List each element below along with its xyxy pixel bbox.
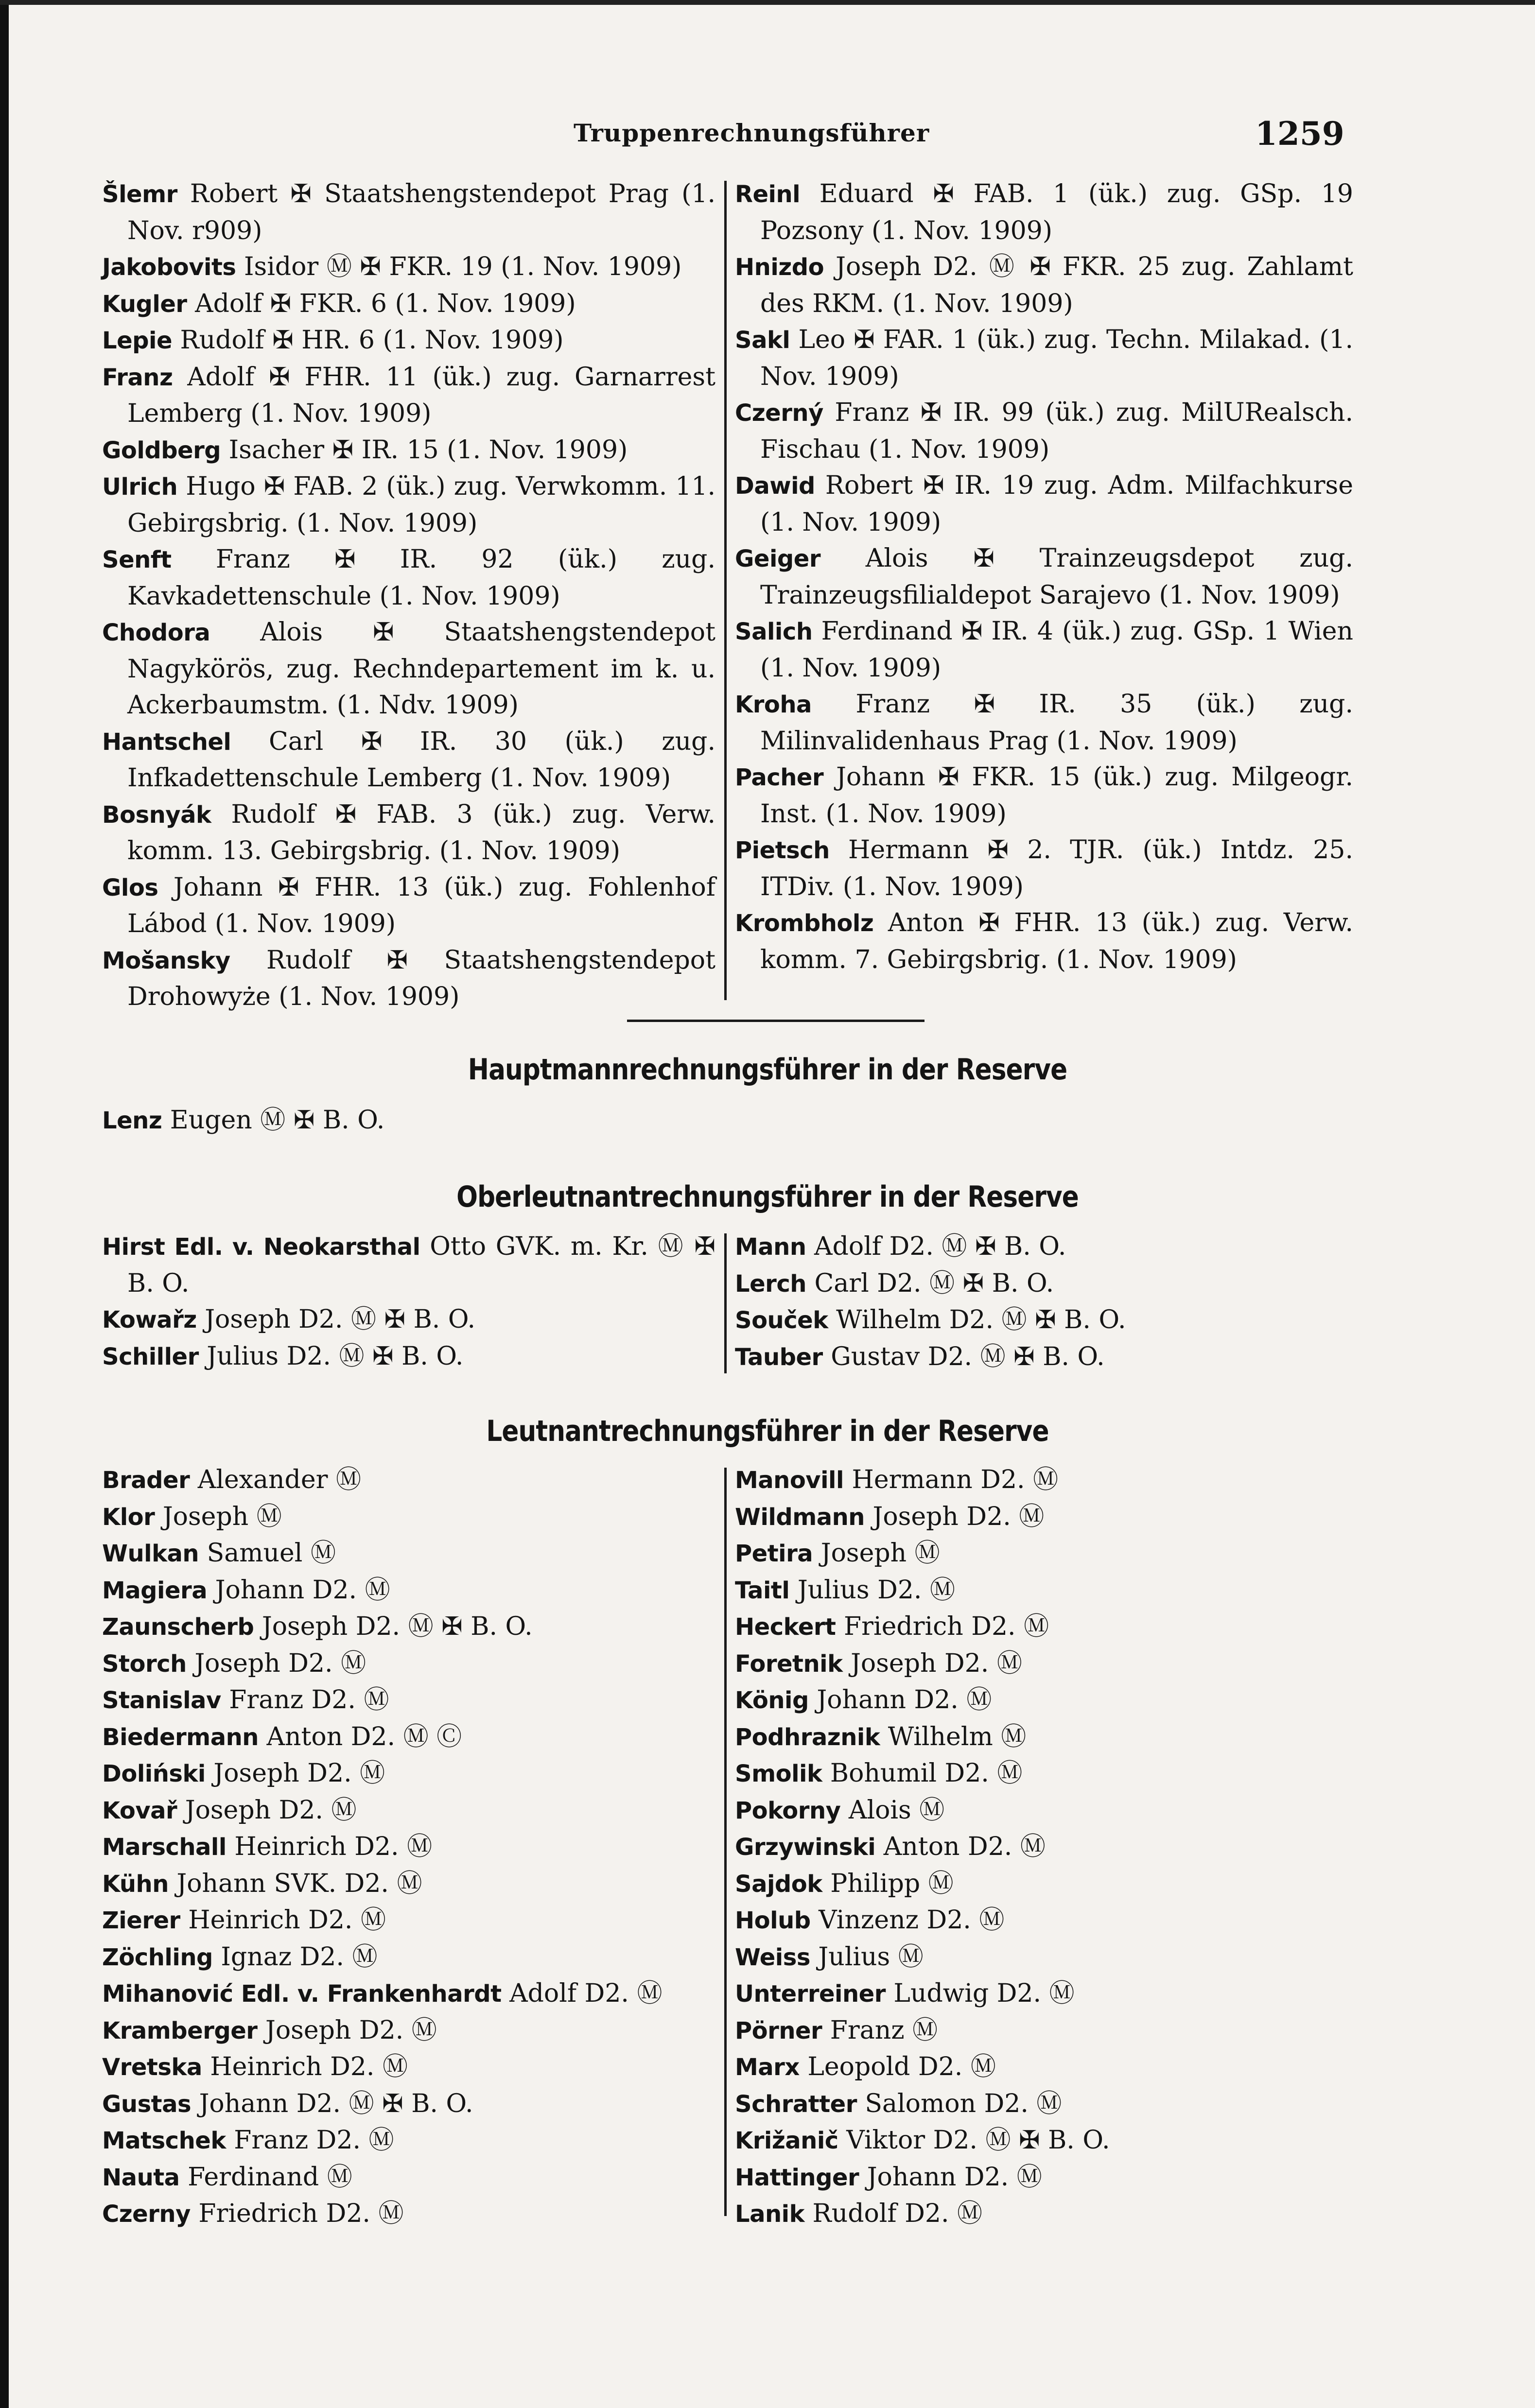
entry-details: Gustav D2. Ⓜ ✠ B. O.	[822, 1342, 1105, 1371]
entry-details: Rudolf ✠ FAB. 3 (ük.) zug. Verw. komm. 13. Gebirgsbrig. (1. Nov. 1909)	[127, 799, 715, 866]
entry-details: Salomon D2. Ⓜ	[856, 2089, 1062, 2118]
list-entry	[735, 1719, 1353, 1756]
entry-details: Franz D2. Ⓜ	[221, 1685, 389, 1715]
oberleutnant-right-column	[735, 1229, 1353, 1375]
list-entry	[735, 1792, 1353, 1829]
entry-surname: Marschall	[102, 1834, 227, 1861]
entry-surname: Czerny	[102, 2200, 191, 2228]
list-entry	[102, 797, 715, 869]
list-entry	[102, 2049, 715, 2086]
entry-surname: Jakobovits	[102, 254, 236, 281]
list-entry	[735, 686, 1353, 759]
list-entry	[102, 2196, 715, 2233]
entry-surname: Holub	[735, 1907, 811, 1934]
entry-details: Johann ✠ FKR. 15 (ük.) zug. Milgeogr. Inst. (1. Nov. 1909)	[760, 762, 1353, 829]
section-rule	[627, 1020, 924, 1022]
entry-surname: Senft	[102, 546, 172, 573]
entry-details: Joseph D2. Ⓜ	[842, 1648, 1022, 1678]
entry-details: Johann D2. Ⓜ	[859, 2162, 1042, 2192]
entry-surname: Souček	[735, 1307, 828, 1334]
list-entry	[102, 1609, 715, 1646]
entry-details: Ferdinand Ⓜ	[179, 2162, 352, 2192]
entry-details: Alois Ⓜ	[840, 1795, 945, 1825]
list-entry	[735, 1866, 1353, 1903]
list-entry	[735, 1829, 1353, 1866]
list-entry	[102, 176, 715, 249]
entry-details: Joseph D2. Ⓜ ✠ B. O.	[196, 1305, 475, 1334]
list-entry	[735, 1646, 1353, 1682]
entry-surname: Goldberg	[102, 436, 221, 464]
list-entry	[102, 432, 715, 469]
entry-surname: Dawid	[735, 472, 815, 500]
entry-details: Rudolf ✠ Staatshengstendepot Drohowyże (1. Nov. 1909)	[127, 945, 715, 1011]
top-left-column	[102, 176, 715, 1015]
entry-details: Anton D2. Ⓜ	[875, 1832, 1046, 1861]
entry-surname: Kowařz	[102, 1306, 197, 1334]
entry-surname: Petira	[735, 1540, 813, 1567]
entry-surname: Stanislav	[102, 1687, 221, 1714]
entry-details: Franz ✠ IR. 92 (ük.) zug. Kavkadettenschule (1. Nov. 1909)	[127, 545, 715, 611]
list-entry	[735, 249, 1353, 322]
entry-surname: Grzywinski	[735, 1834, 876, 1861]
entry-details: Adolf D2. Ⓜ	[501, 1979, 663, 2008]
entry-details: Joseph Ⓜ	[813, 1539, 940, 1568]
entry-details: Wilhelm D2. Ⓜ ✠ B. O.	[828, 1305, 1126, 1334]
list-entry	[735, 2196, 1353, 2233]
entry-details: Joseph D2. Ⓜ	[257, 2015, 437, 2045]
entry-details: Julius D2. Ⓜ	[789, 1575, 955, 1605]
entry-details: Carl ✠ IR. 30 (ük.) zug. Infkadettenschule Lemberg (1. Nov. 1909)	[127, 727, 715, 793]
entry-surname: Doliński	[102, 1760, 206, 1787]
list-entry	[102, 614, 715, 724]
entry-surname: Ulrich	[102, 473, 178, 501]
entry-details: Adolf ✠ FHR. 11 (ük.) zug. Garnarrest Lemberg (1. Nov. 1909)	[127, 362, 715, 428]
entry-surname: Mihanović Edl. v. Frankenhardt	[102, 1980, 502, 2008]
entry-details: Ignaz D2. Ⓜ	[212, 1942, 378, 1972]
entry-surname: Wildmann	[735, 1503, 865, 1531]
entry-details: Johann ✠ FHR. 13 (ük.) zug. Fohlenhof Lábod (1. Nov. 1909)	[127, 872, 715, 938]
entry-surname: Chodora	[102, 619, 210, 646]
list-entry	[102, 2086, 715, 2123]
entry-surname: Krombholz	[735, 910, 874, 937]
oberleutnant-left-column	[102, 1229, 715, 1375]
entry-details: Hermann ✠ 2. TJR. (ük.) Intdz. 25. ITDiv. (1. Nov. 1909)	[760, 835, 1353, 901]
entry-surname: Glos	[102, 874, 158, 901]
list-entry	[735, 1975, 1353, 2012]
list-entry	[735, 2086, 1353, 2123]
list-entry	[102, 541, 715, 614]
entry-surname: König	[735, 1687, 809, 1714]
entry-surname: Pörner	[735, 2017, 822, 2044]
entry-details: Franz ✠ IR. 35 (ük.) zug. Milinvalidenhaus Prag (1. Nov. 1909)	[760, 690, 1353, 756]
entry-surname: Franz	[102, 364, 173, 391]
scan-border-top	[0, 0, 1535, 5]
entry-surname: Mann	[735, 1233, 806, 1261]
entry-surname: Lerch	[735, 1270, 806, 1298]
entry-surname: Pokorny	[735, 1797, 841, 1824]
entry-details: Alexander Ⓜ	[190, 1465, 361, 1494]
list-entry	[102, 1902, 715, 1939]
entry-surname: Foretnik	[735, 1650, 843, 1678]
entry-surname: Magiera	[102, 1576, 208, 1604]
entry-details: Robert ✠ IR. 19 zug. Adm. Milfachkurse (1. Nov. 1909)	[760, 471, 1353, 537]
entry-surname: Kroha	[735, 691, 812, 718]
list-entry	[735, 832, 1353, 905]
entry-surname: Šlemr	[102, 181, 177, 208]
entry-details: Johann D2. Ⓜ	[207, 1575, 390, 1605]
list-entry	[735, 2122, 1353, 2159]
list-entry	[102, 1338, 715, 1375]
list-entry	[735, 1682, 1353, 1719]
list-entry	[735, 1302, 1353, 1339]
entry-details: Heinrich D2. Ⓜ	[180, 1906, 386, 1935]
list-entry	[102, 1682, 715, 1719]
entry-details: Hermann D2. Ⓜ	[843, 1465, 1059, 1494]
entry-details: Franz ✠ IR. 99 (ük.) zug. MilURealsch. Fischau (1. Nov. 1909)	[760, 398, 1353, 464]
list-entry	[735, 1499, 1353, 1536]
entry-details: Johann SVK. D2. Ⓜ	[168, 1869, 422, 1898]
entry-surname: Lanik	[735, 2200, 805, 2228]
entry-surname: Kramberger	[102, 2017, 258, 2044]
entry-details: Viktor D2. Ⓜ ✠ B. O.	[838, 2126, 1110, 2155]
entry-surname: Kühn	[102, 1870, 169, 1898]
entry-details: Adolf D2. Ⓜ ✠ B. O.	[806, 1232, 1066, 1261]
entry-surname: Bosnyák	[102, 801, 211, 829]
entry-details: Otto GVK. m. Kr. Ⓜ ✠ B. O.	[127, 1232, 716, 1298]
list-entry	[735, 759, 1353, 832]
list-entry	[735, 540, 1353, 613]
list-entry	[735, 2012, 1353, 2049]
entry-details: Vinzenz D2. Ⓜ	[810, 1906, 1005, 1935]
entry-details: Ludwig D2. Ⓜ	[885, 1979, 1075, 2008]
entry-details: Joseph Ⓜ	[155, 1502, 282, 1531]
list-entry	[102, 322, 715, 359]
entry-surname: Lenz	[102, 1107, 162, 1134]
list-entry	[102, 1792, 715, 1829]
entry-surname: Reinl	[735, 181, 801, 208]
entry-surname: Storch	[102, 1650, 187, 1678]
list-entry	[735, 1609, 1353, 1646]
entry-details: Franz D2. Ⓜ	[226, 2126, 394, 2155]
list-entry	[735, 1339, 1353, 1376]
entry-surname: Gustas	[102, 2090, 192, 2118]
list-entry	[735, 1229, 1353, 1265]
list-entry	[735, 1939, 1353, 1976]
entry-details: Julius D2. Ⓜ ✠ B. O.	[198, 1341, 464, 1371]
list-entry	[735, 176, 1353, 249]
list-entry	[102, 2012, 715, 2049]
entry-surname: Schratter	[735, 2090, 857, 2118]
entry-surname: Heckert	[735, 1613, 836, 1641]
entry-details: Wilhelm Ⓜ	[880, 1722, 1027, 1751]
entry-surname: Vretska	[102, 2054, 202, 2081]
entry-details: Leopold D2. Ⓜ	[799, 2052, 996, 2081]
entry-surname: Tauber	[735, 1343, 823, 1371]
entry-details: Joseph D2. Ⓜ	[186, 1648, 366, 1678]
list-entry	[735, 1755, 1353, 1792]
entry-surname: Biedermann	[102, 1723, 259, 1751]
entry-details: Eugen Ⓜ ✠ B. O.	[162, 1106, 385, 1135]
entry-details: Heinrich D2. Ⓜ	[226, 1832, 433, 1861]
list-entry	[735, 1902, 1353, 1939]
entry-details: Ferdinand ✠ IR. 4 (ük.) zug. GSp. 1 Wien (1. Nov. 1909)	[760, 617, 1353, 683]
list-entry	[102, 1975, 715, 2012]
entry-details: Philipp Ⓜ	[822, 1869, 954, 1898]
section-title-hauptmann: Hauptmannrechnungsführer in der Reserve	[468, 1053, 1067, 1087]
list-entry	[102, 1229, 715, 1301]
entry-surname: Marx	[735, 2054, 800, 2081]
list-entry	[735, 1572, 1353, 1609]
entry-surname: Salich	[735, 618, 813, 645]
list-entry	[735, 613, 1353, 686]
hauptmann-list	[102, 1102, 384, 1139]
entry-details: Rudolf D2. Ⓜ	[804, 2199, 983, 2228]
entry-surname: Zöchling	[102, 1943, 213, 1971]
column-divider-leutnant	[724, 1468, 727, 2216]
entry-details: Friedrich D2. Ⓜ	[190, 2199, 404, 2228]
list-entry	[735, 1535, 1353, 1572]
list-entry	[102, 1499, 715, 1536]
column-divider-oberleutnant	[724, 1233, 727, 1373]
entry-details: Robert ✠ Staatshengstendepot Prag (1. Nov. r909)	[127, 179, 715, 245]
entry-details: Joseph D2. Ⓜ	[177, 1795, 357, 1825]
entry-surname: Taitl	[735, 1576, 790, 1604]
entry-surname: Klor	[102, 1503, 155, 1531]
list-entry	[102, 1939, 715, 1976]
entry-surname: Pacher	[735, 764, 824, 791]
list-entry	[102, 724, 715, 797]
entry-surname: Lepie	[102, 327, 173, 354]
entry-details: Joseph D2. Ⓜ ✠ B. O.	[254, 1612, 533, 1641]
list-entry	[102, 869, 715, 942]
entry-details: Joseph D2. Ⓜ	[864, 1502, 1045, 1531]
entry-details: Julius Ⓜ	[810, 1942, 924, 1972]
list-entry	[102, 249, 715, 286]
entry-surname: Hantschel	[102, 728, 231, 756]
entry-surname: Zierer	[102, 1907, 180, 1934]
list-entry	[735, 322, 1353, 395]
list-entry	[102, 1102, 384, 1139]
list-entry	[735, 395, 1353, 468]
list-entry	[102, 359, 715, 432]
entry-surname: Weiss	[735, 1943, 810, 1971]
entry-details: Carl D2. Ⓜ ✠ B. O.	[806, 1268, 1054, 1298]
entry-surname: Pietsch	[735, 837, 830, 864]
entry-surname: Kovař	[102, 1797, 177, 1824]
entry-surname: Schiller	[102, 1343, 199, 1370]
entry-details: Samuel Ⓜ	[199, 1539, 336, 1568]
entry-details: Isacher ✠ IR. 15 (1. Nov. 1909)	[221, 435, 628, 465]
entry-details: Adolf ✠ FKR. 6 (1. Nov. 1909)	[187, 289, 576, 318]
entry-details: Isidor Ⓜ ✠ FKR. 19 (1. Nov. 1909)	[236, 252, 682, 281]
entry-surname: Geiger	[735, 545, 820, 572]
entry-details: Rudolf ✠ HR. 6 (1. Nov. 1909)	[172, 326, 564, 355]
list-entry	[735, 2159, 1353, 2196]
column-divider-top	[724, 181, 727, 1000]
list-entry	[102, 2122, 715, 2159]
entry-details: Johann D2. Ⓜ	[808, 1685, 992, 1715]
entry-surname: Nauta	[102, 2164, 180, 2191]
list-entry	[102, 942, 715, 1015]
entry-surname: Brader	[102, 1467, 190, 1494]
list-entry	[102, 1535, 715, 1572]
list-entry	[102, 286, 715, 323]
list-entry	[102, 1829, 715, 1866]
entry-surname: Matschek	[102, 2127, 226, 2154]
entry-details: Johann D2. Ⓜ ✠ B. O.	[191, 2089, 473, 2118]
entry-surname: Hattinger	[735, 2164, 859, 2191]
list-entry	[102, 1572, 715, 1609]
entry-surname: Smolik	[735, 1760, 822, 1787]
entry-details: Anton ✠ FHR. 13 (ük.) zug. Verw. komm. 7. Gebirgsbrig. (1. Nov. 1909)	[760, 908, 1353, 974]
entry-details: Heinrich D2. Ⓜ	[202, 2052, 408, 2081]
entry-surname: Podhraznik	[735, 1723, 880, 1751]
entry-details: Alois ✠ Trainzeugsdepot zug. Trainzeugsfilialdepot Sarajevo (1. Nov. 1909)	[760, 544, 1353, 610]
entry-details: Joseph D2. Ⓜ	[205, 1759, 385, 1788]
entry-details: Hugo ✠ FAB. 2 (ük.) zug. Verwkomm. 11. Gebirgsbrig. (1. Nov. 1909)	[127, 472, 715, 538]
section-title-oberleutnant: Oberleutnantrechnungsführer in der Reserve	[456, 1180, 1079, 1214]
list-entry	[102, 468, 715, 541]
entry-surname: Sajdok	[735, 1870, 822, 1898]
list-entry	[735, 1265, 1353, 1302]
list-entry	[102, 1646, 715, 1682]
scan-border-left	[0, 0, 9, 2408]
section-title-leutnant: Leutnantrechnungsführer in der Reserve	[486, 1414, 1049, 1448]
entry-details: Eduard ✠ FAB. 1 (ük.) zug. GSp. 19 Pozsony (1. Nov. 1909)	[760, 179, 1353, 245]
list-entry	[735, 468, 1353, 540]
top-right-column	[735, 176, 1353, 978]
page-header	[0, 115, 1535, 154]
entry-surname: Zaunscherb	[102, 1613, 254, 1641]
entry-surname: Mošansky	[102, 947, 230, 974]
entry-details: Anton D2. Ⓜ Ⓒ	[258, 1722, 462, 1751]
list-entry	[735, 905, 1353, 978]
entry-details: Franz Ⓜ	[822, 2015, 938, 2045]
entry-surname: Czerný	[735, 399, 823, 427]
entry-surname: Wulkan	[102, 1540, 199, 1567]
list-entry	[102, 1301, 715, 1338]
entry-details: Alois ✠ Staatshengstendepot Nagykörös, zug. Rechndepartement im k. u. Ackerbaumstm. (1. Ndv. 1909)	[127, 618, 715, 720]
leutnant-left-column	[102, 1462, 715, 2233]
list-entry	[102, 1719, 715, 1756]
list-entry	[735, 2049, 1353, 2086]
entry-surname: Manovill	[735, 1467, 844, 1494]
running-head: Truppenrechnungsführer	[574, 119, 930, 147]
entry-surname: Križanič	[735, 2127, 838, 2154]
entry-surname: Kugler	[102, 290, 187, 318]
entry-surname: Sakl	[735, 327, 790, 354]
list-entry	[102, 2159, 715, 2196]
list-entry	[102, 1462, 715, 1499]
entry-details: Friedrich D2. Ⓜ	[836, 1612, 1049, 1641]
list-entry	[102, 1755, 715, 1792]
list-entry	[102, 1866, 715, 1903]
entry-details: Joseph D2. Ⓜ ✠ FKR. 25 zug. Zahlamt des RKM. (1. Nov. 1909)	[760, 252, 1353, 318]
entry-surname: Unterreiner	[735, 1980, 886, 2008]
entry-details: Bohumil D2. Ⓜ	[822, 1759, 1023, 1788]
entry-details: Leo ✠ FAR. 1 (ük.) zug. Techn. Milakad. (1. Nov. 1909)	[760, 325, 1353, 391]
list-entry	[735, 1462, 1353, 1499]
entry-surname: Hirst Edl. v. Neokarsthal	[102, 1233, 420, 1261]
page-number: 1259	[1255, 115, 1344, 153]
entry-surname: Hnizdo	[735, 254, 824, 281]
leutnant-right-column	[735, 1462, 1353, 2233]
